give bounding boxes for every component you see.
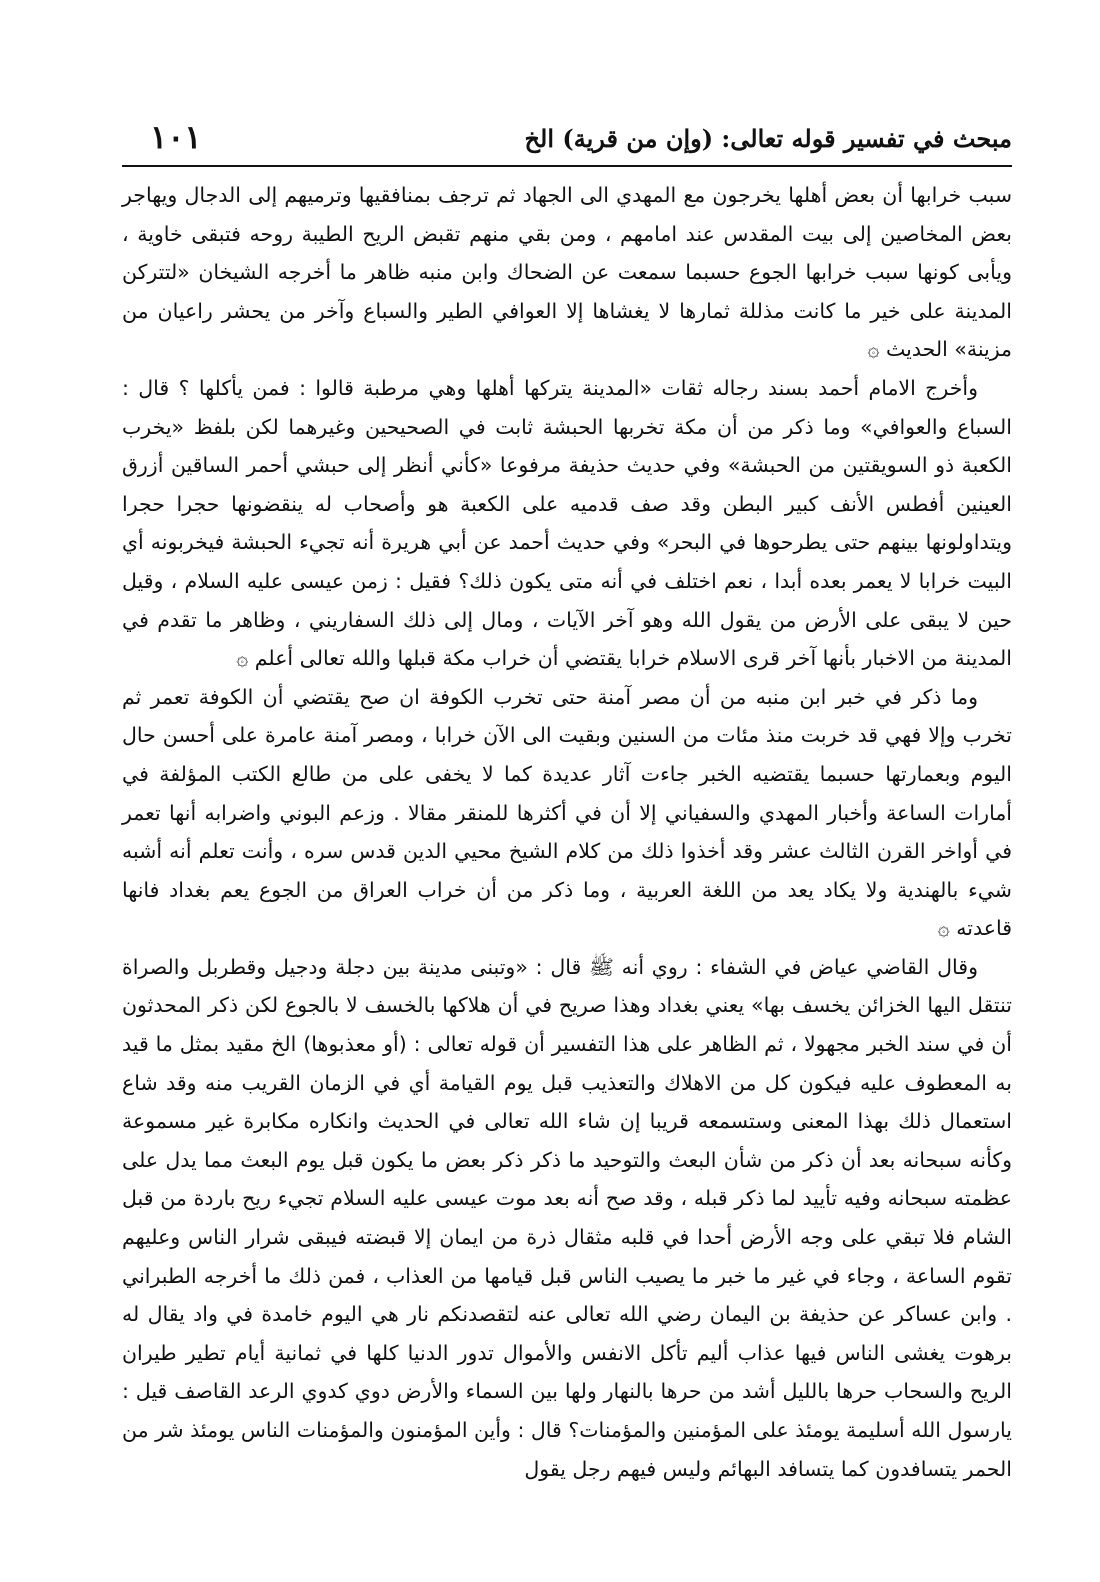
paragraph-2: وأخرج الامام أحمد بسند رجاله ثقات «المدينة يتركها أهلها وهي مرطبة قالوا : فمن يأكلها ؟ قال : السباع والعوافي» وما ذكر من أن مكة تخربها الحبشة ثابت في الصحيحين وغيرهما لكن بلفظ «يخرب الكعبة ذو السويقتين من الحبشة» وفي حديث حذيفة مرفوعا «كأني أنظر إلى حبشي أحمر الساقين أزرق العينين أفطس الأنف كبير البطن وقد صف قدميه على الكعبة هو وأصحاب له ينقضونها حجرا حجرا ويتداولونها بينهم حتى يطرحوها في البحر» وفي حديث أحمد عن أبي هريرة أنه تجيء الحبشة فيخربونه أي البيت خرابا لا يعمر بعده أبدا ، نعم اختلف في أنه متى يكون ذلك؟ فقيل : زمن عيسى عليه السلام ، وقيل حين لا يبقى على الأرض من يقول الله وهو آخر الآيات ، ومال إلى ذلك السفاريني ، وظاهر ما تقدم في المدينة من الاخبار بأنها آخر قرى الاسلام خرابا يقتضي أن خراب مكة قبلها والله تعالى أعلم ۞ xyxy=(122,375,1012,671)
header-rule xyxy=(122,165,1012,167)
page-number: ١٠١ xyxy=(150,118,202,156)
paragraph-3: وما ذكر في خبر ابن منبه من أن مصر آمنة حتى تخرب الكوفة ان صح يقتضي أن الكوفة تعمر ثم تخرب وإلا فهي قد خربت منذ مئات من السنين وبقيت الى الآن خرابا ، ومصر آمنة عامرة على أحسن حال اليوم وبعمارتها حسبما يقتضيه الخبر جاءت آثار عديدة كما لا يخفى على من طالع الكتب المؤلفة في أمارات الساعة وأخبار المهدي والسفياني إلا أن في أكثرها للمنقر مقالا . وزعم البوني واضرابه أنها تعمر في أواخر القرن الثالث عشر وقد أخذوا ذلك من كلام الشيخ محيي الدين قدس سره ، وأنت تعلم أنه أشبه شيء بالهندية ولا يكاد يعد من اللغة العربية ، وما ذكر من أن خراب العراق من الجوع يعم بغداد فانها قاعدته ۞ xyxy=(122,684,1012,941)
body-text xyxy=(122,176,1012,1488)
paragraph-4: وقال القاضي عياض في الشفاء : روي أنه ﷺ قال : «وتبنى مدينة بين دجلة ودجيل وقطربل والصراة تنتقل اليها الخزائن يخسف بها» يعني بغداد وهذا صريح في أن هلاكها بالخسف لا بالجوع لكن ذكر المحدثون أن في سند الخبر مجهولا ، ثم الظاهر على هذا التفسير أن قوله تعالى : (أو معذبوها) الخ مقيد بمثل ما قيد به المعطوف عليه فيكون كل من الاهلاك والتعذيب قبل يوم القيامة أي في الزمان القريب منه وقد شاع استعمال ذلك بهذا المعنى وستسمعه قريبا إن شاء الله تعالى في الحديث وانكاره مكابرة غير مسموعة وكأنه سبحانه بعد أن ذكر من شأن البعث والتوحيد ما ذكر ذكر بعض ما يكون قبل يوم البعث مما يدل على عظمته سبحانه وفيه تأييد لما ذكر قبله ، وقد صح أنه بعد موت عيسى عليه السلام تجيء ريح باردة من قبل الشام فلا تبقي على وجه الأرض أحدا في قلبه مثقال ذرة من ايمان إلا قبضته فيبقى شرار الناس وعليهم تقوم الساعة ، وجاء في غير ما خبر ما يصيب الناس قبل قيامها من العذاب ، فمن ذلك ما أخرجه الطبراني . وابن عساكر عن حذيفة بن اليمان رضي الله تعالى عنه لتقصدنكم نار هي اليوم خامدة في واد يقال له برهوت يغشى الناس فيها عذاب أليم تأكل الانفس والأموال تدور الدنيا كلها في ثمانية أيام تطير طيران الريح والسحاب حرها بالليل أشد من حرها بالنهار ولها بين السماء والأرض دوي كدوي الرعد القاصف قيل : يارسول الله أسليمة يومئذ على المؤمنين والمؤمنات؟ قال : وأين المؤمنون والمؤمنات الناس يومئذ شر من الحمر يتسافدون كما يتسافد البهائم وليس فيهم رجل يقول xyxy=(122,954,1012,1481)
page-header xyxy=(122,118,1012,162)
running-title: مبحث في تفسير قوله تعالى: (وإن من قرية) الخ xyxy=(524,124,1012,153)
paragraph-1: سبب خرابها أن بعض أهلها يخرجون مع المهدي الى الجهاد ثم ترجف بمنافقيها وترميهم إلى الدجال ويهاجر بعض المخاصين إلى بيت المقدس عند امامهم ، ومن بقي منهم تقبض الريح الطيبة روحه فتبقى خاوية ، ويأبى كونها سبب خرابها الجوع حسبما سمعت عن الضحاك وابن منبه ظاهر ما أخرجه الشيخان «لتتركن المدينة على خير ما كانت مذللة ثمارها لا يغشاها إلا العوافي الطير والسباع وآخر من يحشر راعيان من مزينة» الحديث ۞ xyxy=(122,183,1012,362)
